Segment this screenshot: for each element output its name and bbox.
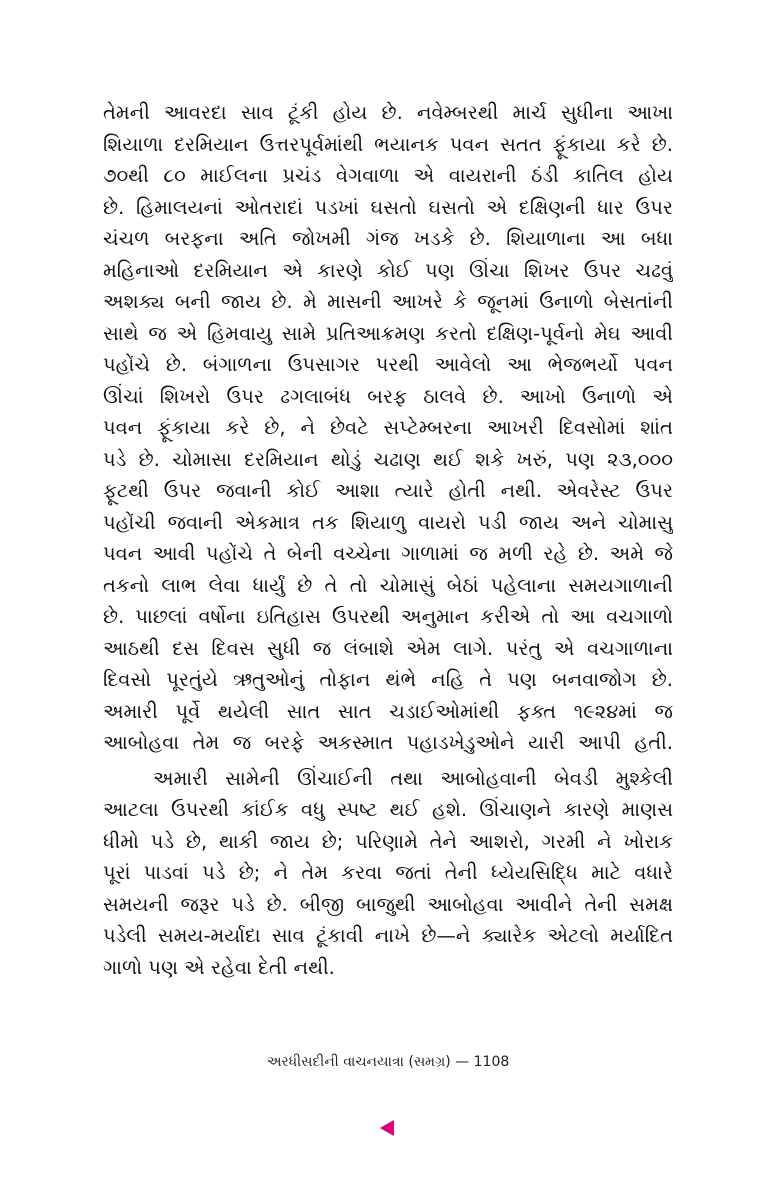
- body-text: [103, 97, 673, 983]
- text-line: અશક્ય બની જાય છે. મે માસની આખરે કે જૂનમાં ઉનાળો બેસતાંની: [103, 290, 673, 313]
- text-line: પહોંચે છે. બંગાળના ઉપસાગર પરથી આવેલો આ ભેજભર્યો પવન: [103, 353, 673, 376]
- text-line: પડે છે. ચોમાસા દરમિયાન થોડું ચઢાણ થઈ શકે ખરું, પણ ૨૩,૦૦૦: [103, 447, 673, 471]
- text-line: તકનો લાભ લેવા ધાર્યું છે તે તો ચોમાસું બેઠાં પહેલાના સમયગાળાની: [103, 573, 673, 597]
- text-line: પૂરાં પાડવાં પડે છે; ને તેમ કરવા જતાં તેની ધ્યેયસિદ્ધિ માટે વધારે: [103, 861, 673, 884]
- text-line: ફૂટથી ઉપર જવાની કોઈ આશા ત્યારે હોતી નથી. એવરેસ્ટ ઉપર: [103, 479, 673, 502]
- text-line: ગાળો પણ એ રહેવા દેતી નથી.: [103, 955, 335, 979]
- text-line: છે. હિમાલયનાં ઓતરાદાં પડખાં ઘસતો ઘસતો એ દક્ષિણની ધાર ઉપર: [103, 195, 673, 219]
- text-line: ચંચળ બરફના અતિ જોખમી ગંજ ખડકે છે. શિયાળાના આ બધા: [103, 227, 673, 250]
- text-line: અમારી સામેની ઊંચાઈની તથા આબોહવાની બેવડી મુશ્કેલી: [153, 766, 673, 790]
- text-line: મહિનાઓ દરમિયાન એ કારણે કોઈ પણ ઊંચા શિખર ઉપર ચઢવું: [103, 258, 673, 282]
- text-line: ઊંચાં શિખરો ઉપર ઢગલાબંધ બરફ ઠાલવે છે. આખો ઉનાળો એ: [103, 384, 673, 408]
- text-line: ધીમો પડે છે, થાકી જાય છે; પરિણામે તેને આશરો, ગરમી ને ખોરાક: [103, 829, 673, 853]
- text-line: આટલા ઉપરથી કાંઈક વધુ સ્પષ્ટ થઈ હશે. ઊંચાણને કારણે માણસ: [103, 798, 673, 821]
- triangle-left-icon[interactable]: [380, 1120, 394, 1136]
- text-line: અમારી પૂર્વે થયેલી સાત સાત ચડાઈઓમાંથી ફક્ત ૧૯૨૪માં જ: [103, 699, 673, 723]
- text-line: સાથે જ એ હિમવાયુ સામે પ્રતિઆક્રમણ કરતો દક્ષિણ-પૂર્વનો મેઘ આવી: [103, 321, 673, 345]
- text-line: પવન આવી પહોંચે તે બેની વચ્ચેના ગાળામાં જ મળી રહે છે. અમે જે: [103, 542, 673, 565]
- text-line: પડેલી સમય-મર્યાદા સાવ ટૂંકાવી નાખે છે—ને ક્યારેક એટલો મર્યાદિત: [103, 924, 673, 947]
- text-line: શિયાળા દરમિયાન ઉત્તરપૂર્વમાંથી ભયાનક પવન સતત ફૂંકાયા કરે છે.: [103, 132, 673, 156]
- text-line: આઠથી દસ દિવસ સુધી જ લંબાશે એમ લાગે. પરંતુ એ વચગાળાના: [103, 636, 673, 660]
- text-line: પવન ફૂંકાયા કરે છે, ને છેવટે સપ્ટેમ્બરના આખરી દિવસોમાં શાંત: [103, 416, 673, 439]
- text-line: દિવસો પૂરતુંયે ઋતુઓનું તોફાન થંભે નહિ તે પણ બનવાજોગ છે.: [103, 668, 673, 691]
- paragraph-1: [103, 97, 673, 759]
- text-line: આબોહવા તેમ જ બરફે અકસ્માત પહાડખેડુઓને યારી આપી હતી.: [103, 731, 673, 754]
- paragraph-2: [103, 763, 673, 984]
- page-footer: અરધીસદીની વાચનયાત્રા (સમગ્ર) — 1108: [266, 1054, 510, 1070]
- text-line: પહોંચી જવાની એકમાત્ર તક શિયાળુ વાયરો પડી જાય અને ચોમાસુ: [103, 510, 673, 534]
- text-line: તેમની આવરદા સાવ ટૂંકી હોય છે. નવેમ્બરથી માર્ચ સુધીના આખા: [103, 101, 673, 124]
- text-line: છે. પાછલાં વર્ષોના ઇતિહાસ ઉપરથી અનુમાન કરીએ તો આ વચગાળો: [103, 605, 673, 628]
- text-line: ૭૦થી ૮૦ માઈલના પ્રચંડ વેગવાળા એ વાયરાની ઠંડી કાતિલ હોય: [103, 164, 673, 187]
- text-line: સમયની જરૂર પડે છે. બીજી બાજુથી આબોહવા આવીને તેની સમક્ષ: [103, 892, 673, 916]
